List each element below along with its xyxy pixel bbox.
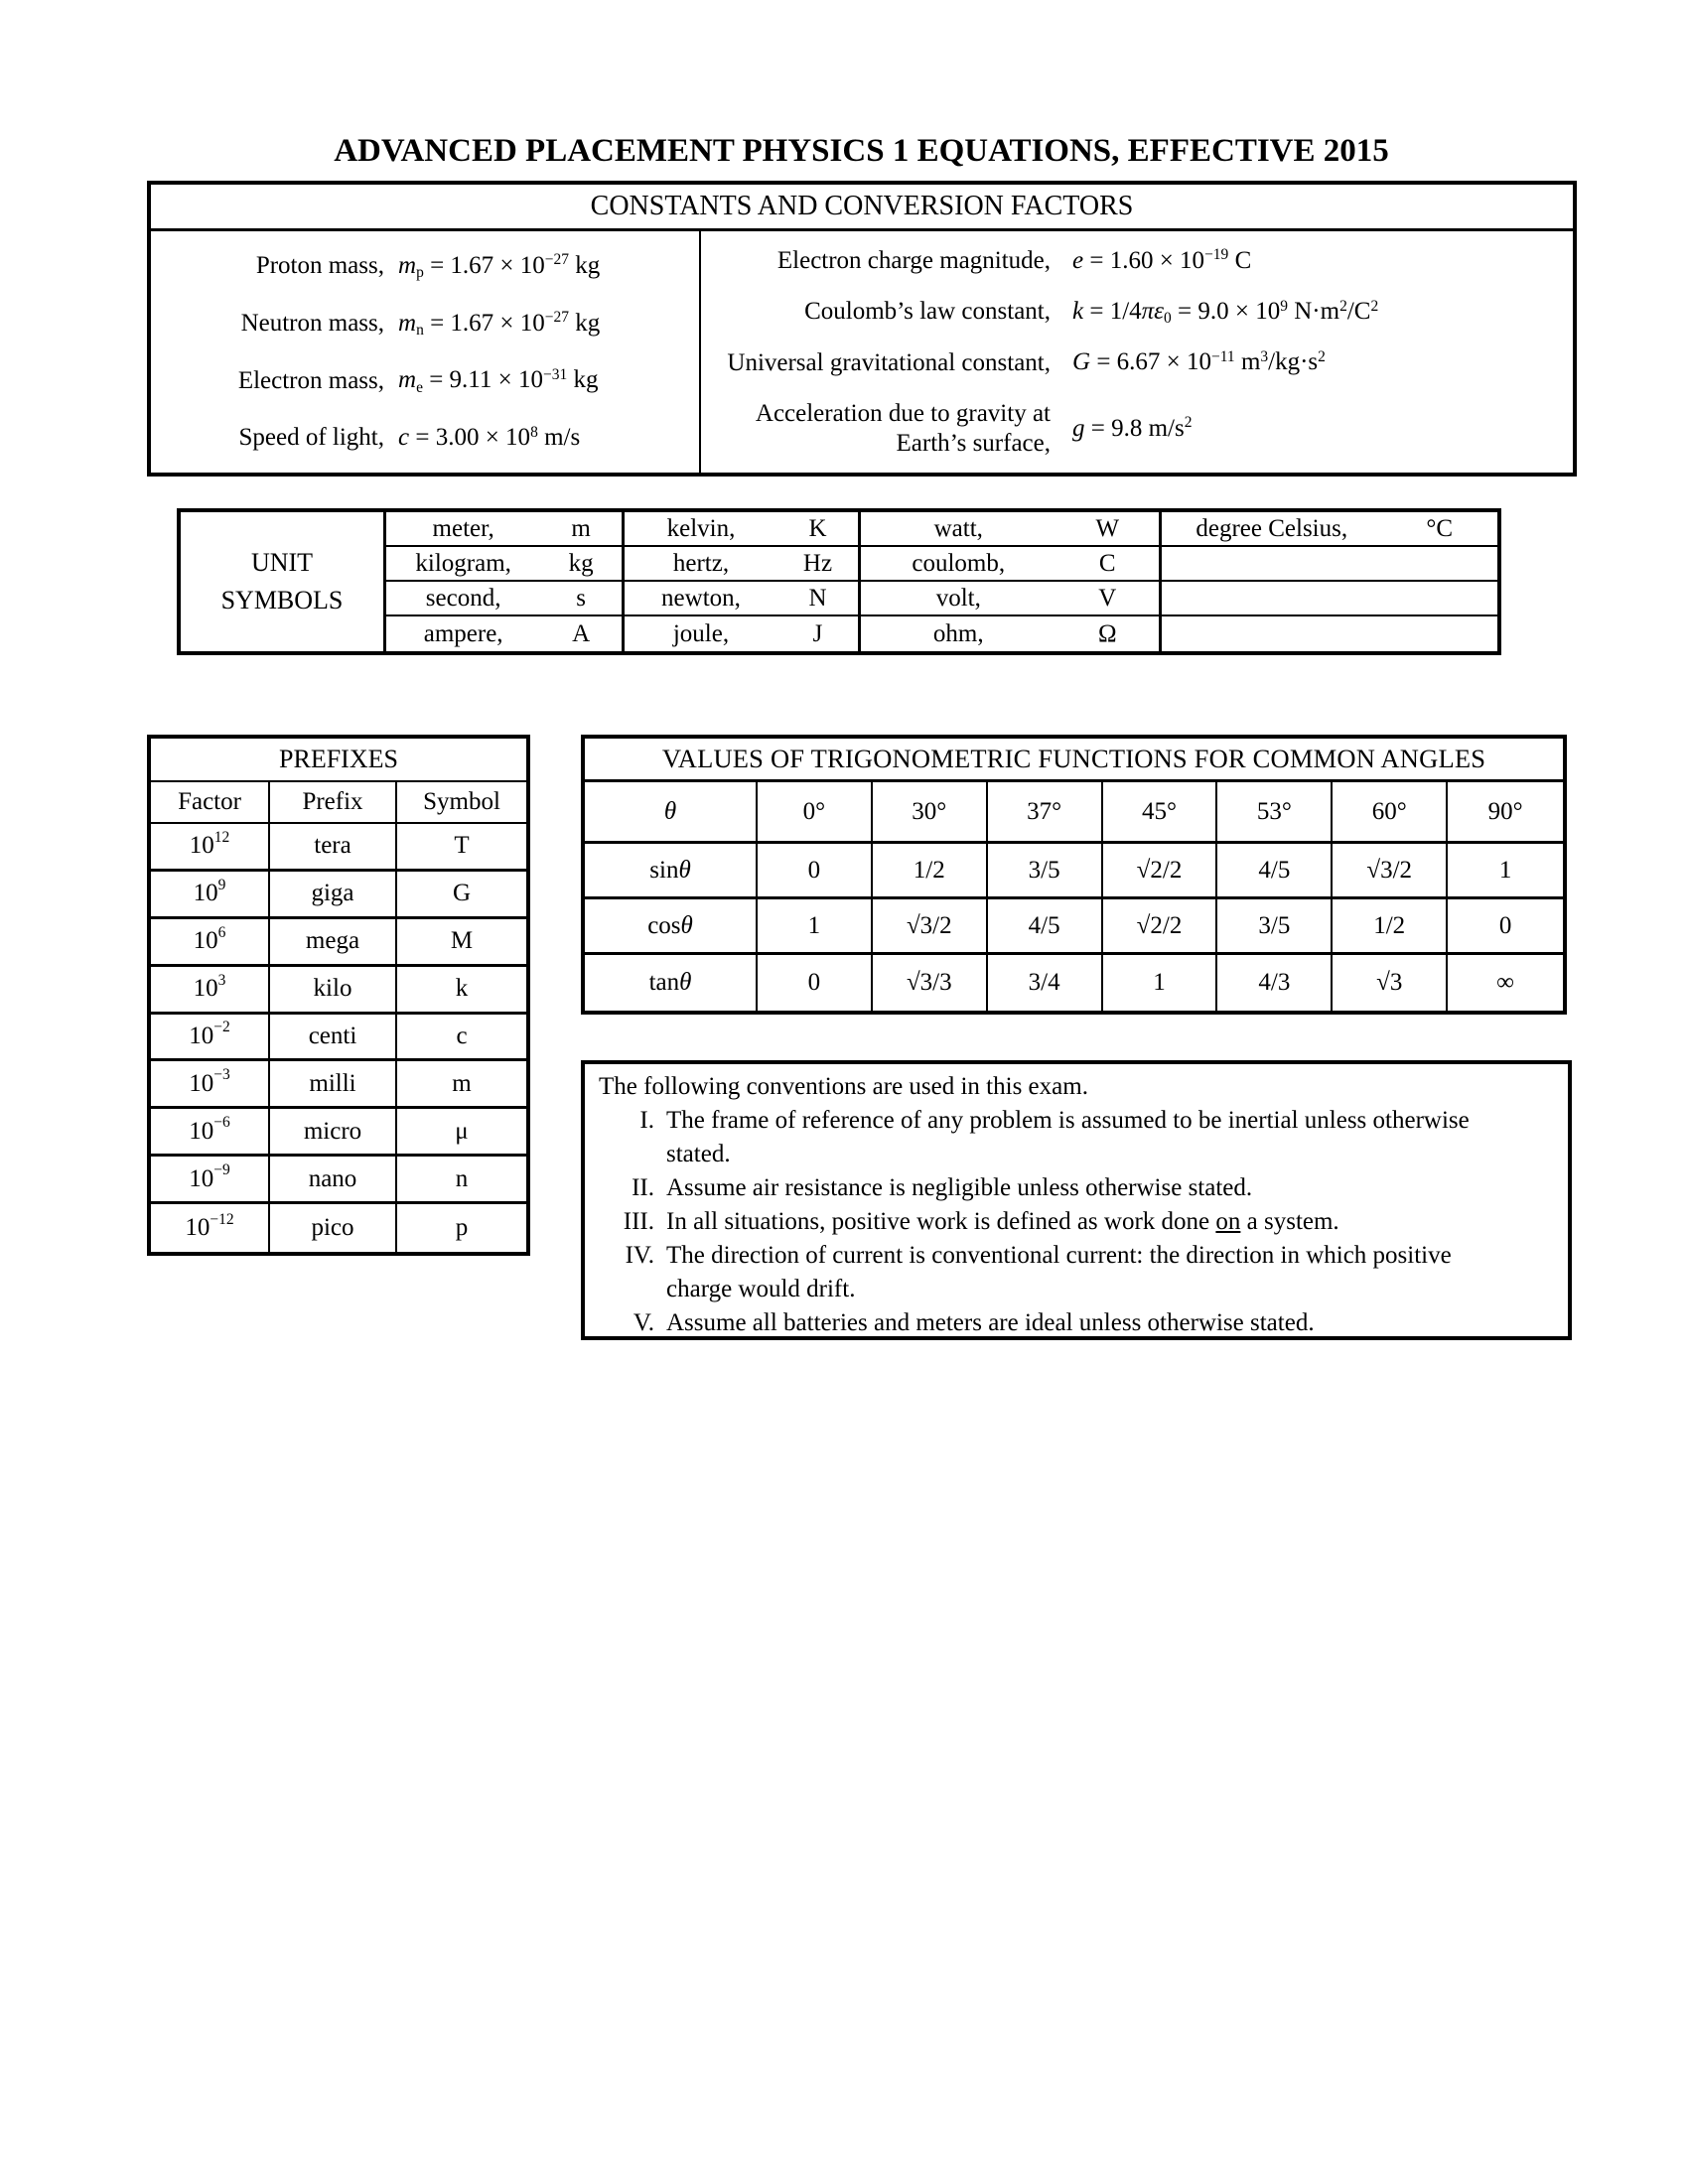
prefix-name: milli	[270, 1061, 397, 1109]
prefix-symbol: G	[397, 872, 526, 919]
trig-title: VALUES OF TRIGONOMETRIC FUNCTIONS FOR COMMON ANGLES	[585, 739, 1563, 782]
convention-text: Assume air resistance is negligible unless otherwise stated.	[666, 1174, 1253, 1201]
unit-symbol: m	[571, 514, 591, 542]
convention-text: In all situations, positive work is defined as work done on a system.	[666, 1208, 1339, 1235]
constant-formula: g = 9.8 $m/s^2$	[1072, 414, 1193, 442]
unit-name: second,	[425, 584, 501, 612]
convention-numeral: II.	[632, 1174, 654, 1201]
unit-cell	[861, 512, 1162, 547]
unit-cell	[625, 547, 861, 582]
trig-value: √3/2	[1333, 844, 1448, 899]
prefix-name: giga	[270, 872, 397, 919]
constant-label: Speed of light,	[238, 424, 384, 452]
unit-cell	[861, 616, 1162, 651]
unit-name: hertz,	[672, 549, 730, 577]
unit-symbol: N	[808, 584, 827, 612]
trig-value: √3	[1333, 955, 1448, 1011]
unit-cell	[1162, 512, 1497, 547]
trig-value: 0	[1448, 899, 1563, 955]
constant-formula: $e = 1.60 \times 10^{-19}$ C	[1072, 246, 1252, 274]
trig-value: 1	[1103, 955, 1218, 1011]
constant-label: Electron mass,	[237, 366, 384, 394]
convention-numeral: IV.	[625, 1242, 654, 1269]
prefixes-header-factor: Factor	[151, 782, 270, 824]
constant-formula: $c = 3.00 \times 10^8$ m/s	[398, 423, 581, 452]
prefixes-table	[147, 735, 530, 1256]
unit-symbol: kg	[568, 549, 594, 577]
convention-item	[599, 1171, 1554, 1205]
constant-label: Coulomb’s law constant,	[804, 298, 1051, 326]
convention-item	[599, 1205, 1554, 1239]
trig-value: 0	[758, 955, 873, 1011]
constant-row-speed-of-light	[151, 423, 699, 453]
prefix-symbol: μ	[397, 1109, 526, 1157]
prefix-symbol: m	[397, 1061, 526, 1109]
trig-value: 3/5	[1217, 899, 1333, 955]
constant-row-electron-mass	[151, 366, 699, 396]
unit-name: degree Celsius,	[1196, 514, 1348, 542]
unit-cell	[625, 512, 861, 547]
convention-item	[599, 1104, 1554, 1171]
unit-cell	[386, 582, 625, 616]
unit-cell	[625, 582, 861, 616]
unit-cell	[1162, 616, 1497, 651]
prefix-factor: 10 $^{-3}$	[151, 1061, 270, 1109]
unit-symbol: J	[812, 619, 823, 647]
trig-table	[581, 735, 1567, 1015]
unit-symbol: V	[1098, 584, 1117, 612]
trig-header-angle: 37°	[988, 782, 1103, 844]
unit-name: kelvin,	[666, 514, 736, 542]
constant-label: Neutron mass,	[240, 309, 384, 337]
unit-symbol: Ω	[1097, 619, 1117, 647]
constant-row-neutron	[151, 309, 699, 339]
unit-cell	[386, 616, 625, 651]
constant-formula: $k = 1/4\pi\varepsilon_0 = 9.0 \times 10^9$ $N\cdot m^2/C^2$	[1072, 297, 1379, 328]
unit-name: joule,	[672, 619, 730, 647]
conventions-box	[581, 1060, 1572, 1340]
trig-row-label: tan θ	[585, 955, 758, 1011]
prefix-factor: 10 $^{-6}$	[151, 1109, 270, 1157]
prefixes-header-prefix: Prefix	[270, 782, 397, 824]
prefix-name: tera	[270, 824, 397, 872]
prefix-factor: 10 $^{-9}$	[151, 1157, 270, 1204]
prefix-factor: 10 $^{12}$	[151, 824, 270, 872]
trig-value: √2/2	[1103, 899, 1218, 955]
unit-name: coulomb,	[912, 549, 1006, 577]
unit-cell	[861, 547, 1162, 582]
page-title: ADVANCED PLACEMENT PHYSICS 1 EQUATIONS, EFFECTIVE 2015	[334, 133, 1389, 169]
unit-symbols-table	[177, 508, 1501, 655]
unit-cell	[386, 547, 625, 582]
prefix-symbol: T	[397, 824, 526, 872]
prefix-symbol: p	[455, 1214, 469, 1242]
trig-header-angle: 53°	[1217, 782, 1333, 844]
unit-symbol: °C	[1426, 514, 1454, 542]
prefix-factor: 10 $^6$	[151, 919, 270, 967]
unit-symbol: s	[576, 584, 586, 612]
unit-name: ohm,	[932, 619, 984, 647]
trig-value: ∞	[1496, 969, 1514, 996]
constant-formula: $m_n = 1.67 \times 10^{-27}$ kg	[398, 309, 601, 339]
convention-item	[599, 1239, 1554, 1306]
trig-value: 1	[758, 899, 873, 955]
unit-symbol: A	[572, 619, 591, 647]
trig-header-angle: 0°	[758, 782, 873, 844]
unit-name: kilogram,	[415, 549, 511, 577]
unit-name: meter,	[432, 514, 494, 542]
constant-formula: $G = 6.67 \times 10^{-11}$ $m^3/kg\cdot s^2$	[1072, 347, 1326, 376]
trig-header-angle: 45°	[1103, 782, 1218, 844]
unit-symbol: Hz	[802, 549, 833, 577]
prefix-symbol: c	[397, 1015, 526, 1062]
trig-value: 3/5	[988, 844, 1103, 899]
trig-value: 4/5	[1217, 844, 1333, 899]
prefix-factor: 10 $^9$	[151, 872, 270, 919]
constant-label: Universal gravitational constant,	[727, 348, 1051, 376]
convention-numeral: I.	[639, 1107, 654, 1134]
trig-row-label: cos θ	[585, 899, 758, 955]
constant-row-electron-charge	[701, 246, 1573, 276]
unit-name: ampere,	[423, 619, 503, 647]
constant-row-coulomb	[701, 297, 1573, 327]
unit-name: newton,	[661, 584, 741, 612]
constants-header: CONSTANTS AND CONVERSION FACTORS	[151, 185, 1573, 231]
unit-symbol: W	[1095, 514, 1120, 542]
trig-value: 4/5	[988, 899, 1103, 955]
unit-cell	[861, 582, 1162, 616]
prefixes-header-symbol: Symbol	[397, 782, 526, 824]
prefix-symbol: k	[397, 967, 526, 1015]
prefix-name: pico	[270, 1204, 397, 1252]
constant-formula: $m_p = 1.67 \times 10^{-27}$ kg	[398, 251, 601, 282]
trig-value: 1	[1448, 844, 1563, 899]
convention-text: The frame of reference of any problem is assumed to be inertial unless otherwise stated.	[666, 1107, 1470, 1167]
prefix-factor: 10 $^{-12}$	[151, 1204, 270, 1252]
trig-row-label: sin θ	[585, 844, 758, 899]
trig-value: 3/4	[988, 955, 1103, 1011]
convention-text: The direction of current is conventional current: the direction in which positive charge would drift.	[666, 1242, 1452, 1302]
constant-row-proton	[151, 251, 699, 281]
prefixes-title: PREFIXES	[151, 739, 526, 782]
prefix-name: mega	[270, 919, 397, 967]
trig-header-theta: θ	[585, 782, 758, 844]
trig-value: √3/2	[873, 899, 988, 955]
prefix-factor: 10 $^3$	[151, 967, 270, 1015]
constants-left-column	[151, 231, 701, 473]
trig-header-angle: 90°	[1448, 782, 1563, 844]
prefix-name: centi	[270, 1015, 397, 1062]
constant-label: Proton mass,	[255, 252, 384, 280]
constant-label: Acceleration due to gravity at Earth’s surface,	[755, 400, 1051, 457]
prefix-name: kilo	[270, 967, 397, 1015]
trig-header-angle: 30°	[873, 782, 988, 844]
trig-value: 4/3	[1217, 955, 1333, 1011]
constants-right-column	[701, 231, 1573, 473]
unit-cell	[386, 512, 625, 547]
convention-numeral: V.	[633, 1309, 654, 1336]
trig-header-angle: 60°	[1333, 782, 1448, 844]
unit-symbols-label: UNIT SYMBOLS	[181, 512, 386, 651]
prefix-symbol: M	[397, 919, 526, 967]
constant-formula: $m_e = 9.11 \times 10^{-31}$ kg	[398, 365, 599, 396]
trig-value: 0	[758, 844, 873, 899]
constants-box	[147, 181, 1577, 477]
trig-value: 1/2	[1333, 899, 1448, 955]
prefix-name: micro	[270, 1109, 397, 1157]
prefix-symbol: n	[397, 1157, 526, 1204]
unit-cell	[625, 616, 861, 651]
convention-item	[599, 1306, 1554, 1340]
unit-name: watt,	[933, 514, 983, 542]
prefix-factor: 10 $^{-2}$	[151, 1015, 270, 1062]
unit-cell	[1162, 547, 1497, 582]
constant-row-gravitational-constant	[701, 348, 1573, 378]
trig-value: √2/2	[1103, 844, 1218, 899]
unit-symbol: K	[808, 514, 827, 542]
unit-name: volt,	[935, 584, 981, 612]
prefix-name: nano	[270, 1157, 397, 1204]
trig-value: 1/2	[873, 844, 988, 899]
convention-text: Assume all batteries and meters are ideal unless otherwise stated.	[666, 1309, 1315, 1336]
convention-numeral: III.	[623, 1208, 654, 1235]
constant-label: Electron charge magnitude,	[776, 246, 1051, 274]
unit-symbol: C	[1098, 549, 1116, 577]
unit-cell	[1162, 582, 1497, 616]
constants-body	[151, 231, 1573, 473]
conventions-intro: The following conventions are used in this exam.	[599, 1073, 1088, 1100]
trig-value: √3/3	[873, 955, 988, 1011]
constant-row-gravity	[701, 399, 1573, 458]
